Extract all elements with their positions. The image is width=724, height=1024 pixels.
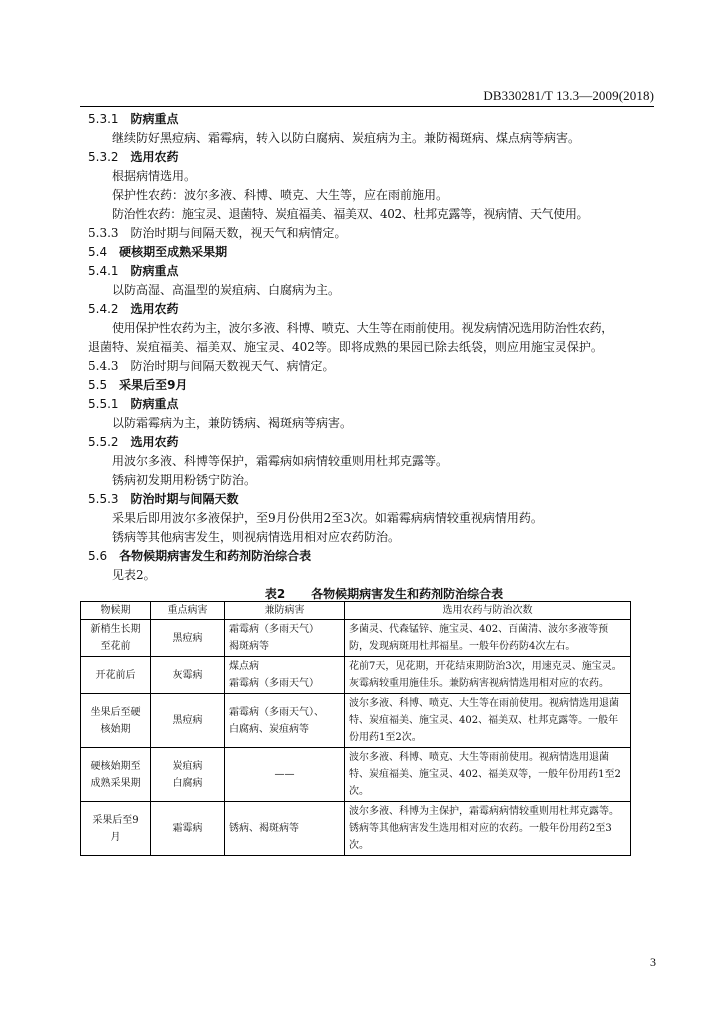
cell-pesticide: 波尔多液、科博、喷克、大生等在雨前使用。视病情选用退菌特、炭疽福美、施宝灵、402、福美双、杜邦克露等。一般年份用药1至2次。	[345, 694, 631, 748]
section-title: 防病重点	[130, 397, 179, 411]
paragraph: 锈病等其他病害发生，则视病情选用相对应农药防治。	[112, 530, 401, 544]
main-disease-line: 炭疽病	[172, 760, 203, 772]
cell-main-disease	[151, 802, 225, 856]
document-standard-id: DB330281/T 13.3—2009(2018)	[483, 88, 654, 103]
section-title: 硬核期至成熟采果期	[119, 245, 228, 259]
section-clause	[88, 357, 654, 376]
period-line: 至花前	[100, 641, 131, 652]
section-clause	[88, 224, 654, 243]
paragraph: 锈病初发期用粉锈宁防治。	[112, 473, 257, 487]
period-line: 月	[110, 831, 121, 843]
document-body	[88, 110, 654, 604]
section-number: 5.4.2	[88, 302, 119, 316]
cell-main-disease	[151, 748, 225, 802]
cell-pesticide: 花前7天，见花期，开花结束期防治3次，用速克灵、施宝灵。灰霉病较重用施佳乐。兼防病害视病情选用相对应的农药。	[345, 657, 631, 694]
paragraph: 保护性农药：波尔多液、科博、喷克、大生等，应在雨前施用。	[112, 188, 449, 202]
also-disease-line: 煤点病	[229, 661, 259, 672]
cell-main-disease	[151, 657, 225, 694]
clause-text: 防治时期与间隔天数视天气、病情定。	[130, 359, 335, 373]
section-title: 选用农药	[130, 435, 179, 449]
period-line: 新梢生长期	[90, 624, 141, 635]
cell-period	[81, 748, 151, 802]
period-line: 开花前后	[95, 669, 136, 681]
period-line: 坐果后至硬	[90, 706, 141, 718]
cell-also-disease	[225, 620, 345, 657]
table-row	[81, 802, 631, 856]
table-number: 表2	[264, 587, 286, 601]
paragraph: 采果后即用波尔多液保护，至9月份供用2至3次。如霜霉病病情较重视病情用药。	[112, 511, 543, 525]
main-disease-line: 黑痘病	[172, 715, 203, 726]
header-rule	[80, 106, 654, 107]
cell-also-disease	[225, 657, 345, 694]
cell-also-disease	[225, 748, 345, 802]
section-heading	[88, 376, 654, 395]
paragraph: 用波尔多液、科博等保护，霜霉病如病情较重则用杜邦克露等。	[112, 454, 449, 468]
main-disease-line: 灰霉病	[172, 669, 203, 681]
cell-period	[81, 802, 151, 856]
section-number: 5.3.2	[88, 150, 119, 164]
section-heading	[88, 490, 654, 509]
main-disease-line: 白腐病	[172, 777, 203, 789]
table-title-text: 各物候期病害发生和药剂防治综合表	[311, 587, 504, 601]
section-heading	[88, 395, 654, 414]
section-title: 各物候期病害发生和药剂防治综合表	[119, 549, 312, 563]
section-title: 防病重点	[130, 112, 179, 126]
section-number: 5.3.3	[88, 226, 119, 240]
paragraph: 以防霜霉病为主，兼防锈病、褐斑病等病害。	[112, 416, 353, 430]
section-number: 5.4.1	[88, 264, 119, 278]
section-number: 5.5	[88, 378, 108, 392]
also-disease-line: 霜霉病（多雨天气）	[229, 678, 319, 689]
cell-also-disease	[225, 694, 345, 748]
period-line: 硬核始期至	[90, 760, 141, 772]
section-list	[88, 110, 654, 585]
cell-also-disease	[225, 802, 345, 856]
paragraph: 防治性农药：施宝灵、退菌特、炭疽福美、福美双、402、杜邦克露等，视病情、天气使用。	[112, 207, 589, 221]
section-heading	[88, 300, 654, 319]
also-disease-line: 霜霉病（多雨天气）	[229, 624, 319, 635]
table-row	[81, 657, 631, 694]
period-line: 采果后至9	[92, 814, 139, 826]
also-disease-line: 锈病、褐斑病等	[229, 823, 299, 834]
cell-pesticide: 波尔多液、科博为主保护，霜霉病病情较重则用杜邦克露等。锈病等其他病害发生选用相对应的农药。一般年份用药2至3次。	[345, 802, 631, 856]
paragraph: 使用保护性农药为主，波尔多液、科博、喷克、大生等在雨前使用。视发病情况选用防治性农药，	[112, 321, 613, 335]
period-line: 成熟采果期	[90, 777, 141, 789]
section-title: 采果后至9月	[119, 378, 188, 392]
section-heading	[88, 243, 654, 262]
section-number: 5.4.3	[88, 359, 119, 373]
page-number: 3	[650, 955, 656, 969]
cell-pesticide: 波尔多液、科博、喷克、大生等雨前使用。视病情选用退菌特、炭疽福美、施宝灵、402、福美双等，一般年份用药1至2次。	[345, 748, 631, 802]
table-row	[81, 694, 631, 748]
section-number: 5.5.2	[88, 435, 119, 449]
main-disease-line: 黑痘病	[172, 632, 203, 644]
section-heading	[88, 433, 654, 452]
table-body	[81, 620, 631, 856]
section-number: 5.5.3	[88, 492, 119, 506]
section-heading	[88, 547, 654, 566]
cell-period	[81, 657, 151, 694]
paragraph: 以防高湿、高温型的炭疽病、白腐病为主。	[112, 283, 341, 297]
paragraph: 根据病情选用。	[112, 169, 197, 183]
table-row	[81, 748, 631, 802]
section-title: 防治时期与间隔天数	[130, 492, 239, 506]
section-number: 5.6	[88, 549, 108, 563]
table-header-row	[81, 602, 631, 620]
cell-main-disease	[151, 620, 225, 657]
col-header-period: 物候期	[81, 602, 151, 620]
phenology-disease-table	[80, 601, 631, 856]
section-title: 防病重点	[130, 264, 179, 278]
period-line: 核始期	[100, 723, 131, 735]
cell-period	[81, 694, 151, 748]
section-number: 5.5.1	[88, 397, 119, 411]
section-title: 选用农药	[130, 302, 179, 316]
section-number: 5.4	[88, 245, 108, 259]
table-row	[81, 620, 631, 657]
also-disease-line: 白腐病、炭疽病等	[229, 723, 309, 735]
cell-pesticide: 多菌灵、代森锰锌、施宝灵、402、百菌清、波尔多液等预防，发现病斑用杜邦福星。一般年份药防4次左右。	[345, 620, 631, 657]
col-header-main-disease: 重点病害	[151, 602, 225, 620]
paragraph-continuation: 退菌特、炭疽福美、福美双、施宝灵、402等。即将成熟的果园已除去纸袋，则应用施宝灵保护。	[88, 340, 603, 354]
paragraph: 继续防好黑痘病、霜霉病，转入以防白腐病、炭疽病为主。兼防褐斑病、煤点病等病害。	[112, 131, 581, 145]
also-disease-line: ——	[274, 769, 295, 780]
section-number: 5.3.1	[88, 112, 119, 126]
section-heading	[88, 148, 654, 167]
section-heading	[88, 262, 654, 281]
col-header-pesticide: 选用农药与防治次数	[345, 602, 631, 620]
paragraph: 见表2。	[112, 568, 156, 582]
main-disease-line: 霜霉病	[172, 823, 203, 834]
col-header-also-disease: 兼防病害	[225, 602, 345, 620]
clause-text: 防治时期与间隔天数，视天气和病情定。	[130, 226, 347, 240]
also-disease-line: 霜霉病（多雨天气）、	[229, 706, 324, 718]
section-heading	[88, 110, 654, 129]
also-disease-line: 褐斑病等	[229, 641, 269, 652]
section-title: 选用农药	[130, 150, 179, 164]
cell-period	[81, 620, 151, 657]
cell-main-disease	[151, 694, 225, 748]
